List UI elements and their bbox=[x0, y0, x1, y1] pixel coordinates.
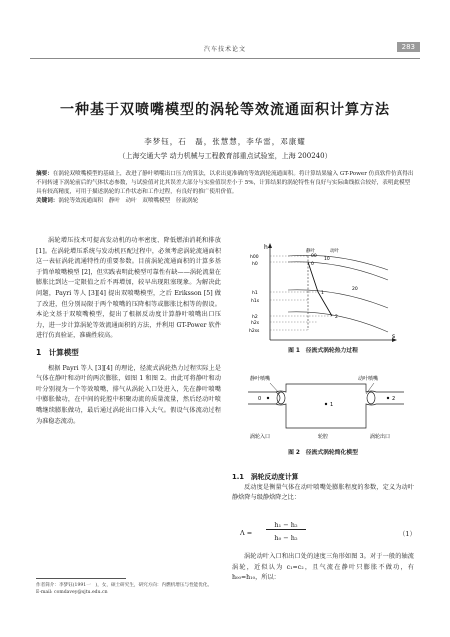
node-0-label: 0 bbox=[258, 396, 262, 402]
equation-number: （1） bbox=[398, 530, 416, 538]
abstract-block bbox=[36, 170, 414, 206]
h1s-label: h1s bbox=[251, 299, 260, 304]
header-rule bbox=[30, 58, 420, 59]
section-heading: 1 计算模型 bbox=[36, 347, 79, 357]
h00-label: h00 bbox=[250, 255, 259, 260]
paper-title: 一种基于双喷嘴模型的涡轮等效流通面积计算方法 bbox=[60, 102, 390, 118]
figure-1-hs-diagram bbox=[248, 240, 398, 344]
stator-nozzle-label: 静叶喷嘴 bbox=[250, 376, 271, 382]
footnote bbox=[36, 582, 226, 596]
point-20: 20 bbox=[352, 287, 358, 292]
author-list: 李梦钰，石 磊，张慧慧，李华雷，邓康耀 bbox=[144, 137, 306, 146]
cavity-bottom bbox=[276, 404, 376, 428]
footnote-rule bbox=[36, 578, 126, 579]
right-column-top bbox=[232, 472, 414, 504]
node-1-dot bbox=[325, 403, 327, 405]
equation-numerator: h₁ − h₂ bbox=[266, 521, 306, 530]
node-1-label: 1 bbox=[330, 402, 334, 408]
author-info: 作者简介：李梦钰(1991一 )，女，硕士研究生，研究方向：内燃机增压与性能优化。 bbox=[36, 583, 213, 588]
stator-pointer bbox=[270, 383, 280, 394]
isobar-p1 bbox=[288, 290, 388, 308]
rotor-nozzle-shape bbox=[367, 392, 375, 404]
rotor-label: 动叶 bbox=[330, 249, 339, 254]
author-email: E-mail: comdavey@sjtu.edu.cn bbox=[36, 590, 108, 595]
point-2: 2 bbox=[335, 315, 338, 320]
h2-label: h2 bbox=[252, 315, 258, 320]
reaction-definition-paragraph: 反动度是衡量气体在动叶喷嘴处膨胀程度的参数，定义为动叶静焓降与级静焓降之比： bbox=[232, 483, 414, 502]
isobar-p0 bbox=[288, 262, 388, 280]
abstract-label: 摘要： bbox=[36, 171, 53, 177]
stator-label: 静叶 bbox=[306, 249, 315, 254]
point-00: 00 bbox=[311, 254, 317, 259]
equation-1 bbox=[240, 521, 416, 547]
point-1: 1 bbox=[321, 291, 324, 296]
running-header bbox=[30, 44, 420, 56]
expansion-path bbox=[308, 262, 332, 316]
h-axis-arrow bbox=[268, 243, 272, 248]
s-axis-label: s bbox=[392, 333, 396, 340]
subsection-heading: 1.1 涡轮反动度计算 bbox=[232, 473, 299, 481]
outlet-label: 涡轮出口 bbox=[370, 434, 391, 440]
abstract-text: 在涡轮双喷嘴模型的基础上，改进了静叶喷嘴出口压力的算法，以求出更准确的等效涡轮流通面积。将计算结果输入 GT-Power 仿真软件仿真得出不同转速下涡轮前后的气体状态参数，与试验值对比其误差大部分与实验值误差小于 5%，计算结果的涡轮特性有良好与实际曲线拟合较好，表明此模型具有较高精度，可用于描述涡轮的工作状态和工作过程，有良好的推广使用价值。 bbox=[36, 171, 414, 195]
keywords-text: 涡轮等效流通面积 静叶 动叶 双喷嘴模型 径流涡轮 bbox=[58, 198, 199, 204]
node-0-dot bbox=[267, 397, 269, 399]
left-column bbox=[36, 236, 221, 427]
inlet-pipe bbox=[248, 392, 280, 404]
h1-label: h1 bbox=[252, 291, 258, 296]
figure-2-caption: 图 2 径流式涡轮简化模型 bbox=[288, 450, 358, 456]
journal-name: 汽车技术论文 bbox=[203, 46, 246, 53]
isobar-p00 bbox=[288, 255, 388, 270]
affiliation: （上海交通大学 动力机械与工程教育部重点试验室，上海 200240） bbox=[118, 152, 332, 160]
cavity-top bbox=[276, 384, 376, 392]
point-10: 10 bbox=[324, 257, 330, 262]
figure-1-caption: 图 1 径流式涡轮热力过程 bbox=[288, 348, 358, 354]
h0-label: h0 bbox=[252, 262, 258, 267]
figure-2-turbine-model bbox=[246, 370, 406, 442]
rotor-nozzle-label: 动叶喷嘴 bbox=[358, 376, 379, 382]
model-paragraph: 根据 Payri 等人 [3][4] 的理论，径流式涡轮热力过程实际上是气体在静叶和动叶的两次膨胀，如图 1 和图 2。由此可将静叶和动叶分别视为一个等效喷嘴，排气从涡轮入口处进入，先在静叶喷嘴中膨胀做功，在中间的轮腔中积聚动流的质量流量，然后经动叶喷嘴继续膨胀做功，最后通过涡轮出口排入大气。假设气体流动过程为准稳态流动。 bbox=[36, 364, 221, 425]
inlet-label: 涡轮入口 bbox=[250, 434, 271, 440]
equation-lhs: Λ = bbox=[240, 529, 253, 537]
keywords-label: 关键词： bbox=[36, 198, 59, 204]
velocity-triangle-paragraph: 涡轮动叶入口和出口处的速度三角形如图 3。对于一般的轴流涡轮，近似认为 c₁=c₂，且气流在静叶只膨胀不做功，有 h₀₀=h₁₀，所以： bbox=[232, 553, 414, 582]
outlet-pipe bbox=[376, 392, 404, 404]
point-0: 0 bbox=[311, 262, 314, 267]
h2s-label: h2s bbox=[251, 321, 260, 326]
page-number: 283 bbox=[397, 42, 420, 52]
h2ss-label: h2ss bbox=[249, 329, 260, 334]
node-2-dot bbox=[387, 397, 389, 399]
cavity-label: 轮腔 bbox=[318, 434, 329, 440]
stator-nozzle-shape bbox=[277, 392, 285, 404]
intro-paragraph: 涡轮增压技术可提高发动机的功率密度、降低燃油消耗和排放 [1]。在涡轮增压系统与发动机匹配过程中，必须考虑涡轮流通面积这一表征涡轮流通特性的重要参数。目前涡轮流通面积的计算多基于简单喷嘴模型 [2]，但实践表明此模型可靠性有缺——涡轮流量在膨胀比到达一定限值之后不再增加，较早出现阻塞现象。为解决此问题，Payri 等人 [3][4] 提出双喷嘴模型，之后 Eriksson [5] 做了改进，但分别局限于两个喷嘴的压降相等或膨胀比相等的假设。本论文基于双喷嘴模型，提出了根据反动度计算静叶喷嘴出口压力，进一步计算涡轮等效流通面积的方法，并利用 GT-Power 软件进行仿真验证，准确性较高。 bbox=[36, 237, 221, 340]
equation-denominator: h₀ − h₂ bbox=[274, 534, 298, 542]
h-axis-label: h bbox=[264, 244, 268, 251]
node-2-label: 2 bbox=[392, 396, 396, 402]
